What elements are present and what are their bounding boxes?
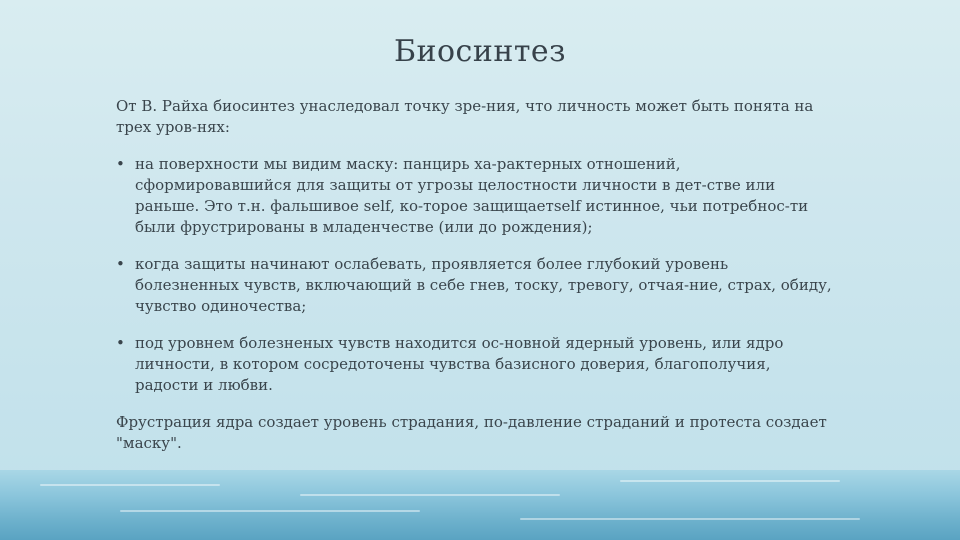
- conclusion-paragraph: Фрустрация ядра создает уровень страдания, по-давление страданий и протеста создает "маску".: [116, 413, 827, 452]
- list-item: [116, 254, 836, 317]
- bullet-text: когда защиты начинают ослабевать, проявляется более глубокий уровень болезненных чувств, включающий в себе гнев, тоску, тревогу, отчая-ние, страх, обиду, чувство одиночества;: [135, 255, 832, 315]
- background-water: [0, 470, 960, 540]
- list-item: [116, 154, 836, 238]
- bullet-text: под уровнем болезненых чувств находится ос-новной ядерный уровень, или ядро личности, в котором сосредоточены чувства базисного доверия, благополучия, радости и любви.: [135, 334, 784, 394]
- slide-body: [116, 96, 836, 470]
- water-streak: [520, 518, 860, 520]
- water-streak: [620, 480, 840, 482]
- bullet-marker: •: [116, 255, 125, 273]
- water-streak: [40, 484, 220, 486]
- bullet-marker: •: [116, 334, 125, 352]
- slide-title: Биосинтез: [393, 34, 567, 69]
- bullet-marker: •: [116, 155, 125, 173]
- intro-paragraph: От В. Райха биосинтез унаследовал точку зре-ния, что личность может быть понята на трех уров-нях:: [116, 97, 814, 136]
- list-item: [116, 333, 836, 396]
- bullet-text: на поверхности мы видим маску: панцирь ха-рактерных отношений, сформировавшийся для защиты от угрозы целостности личности в дет-стве или раньше. Это т.н. фальшивое self, ко-торое защищаетself истинное, чьи потребнос-ти были фрустрированы в младенчестве (или до рождения);: [135, 155, 809, 236]
- water-streak: [300, 494, 560, 496]
- water-streak: [120, 510, 420, 512]
